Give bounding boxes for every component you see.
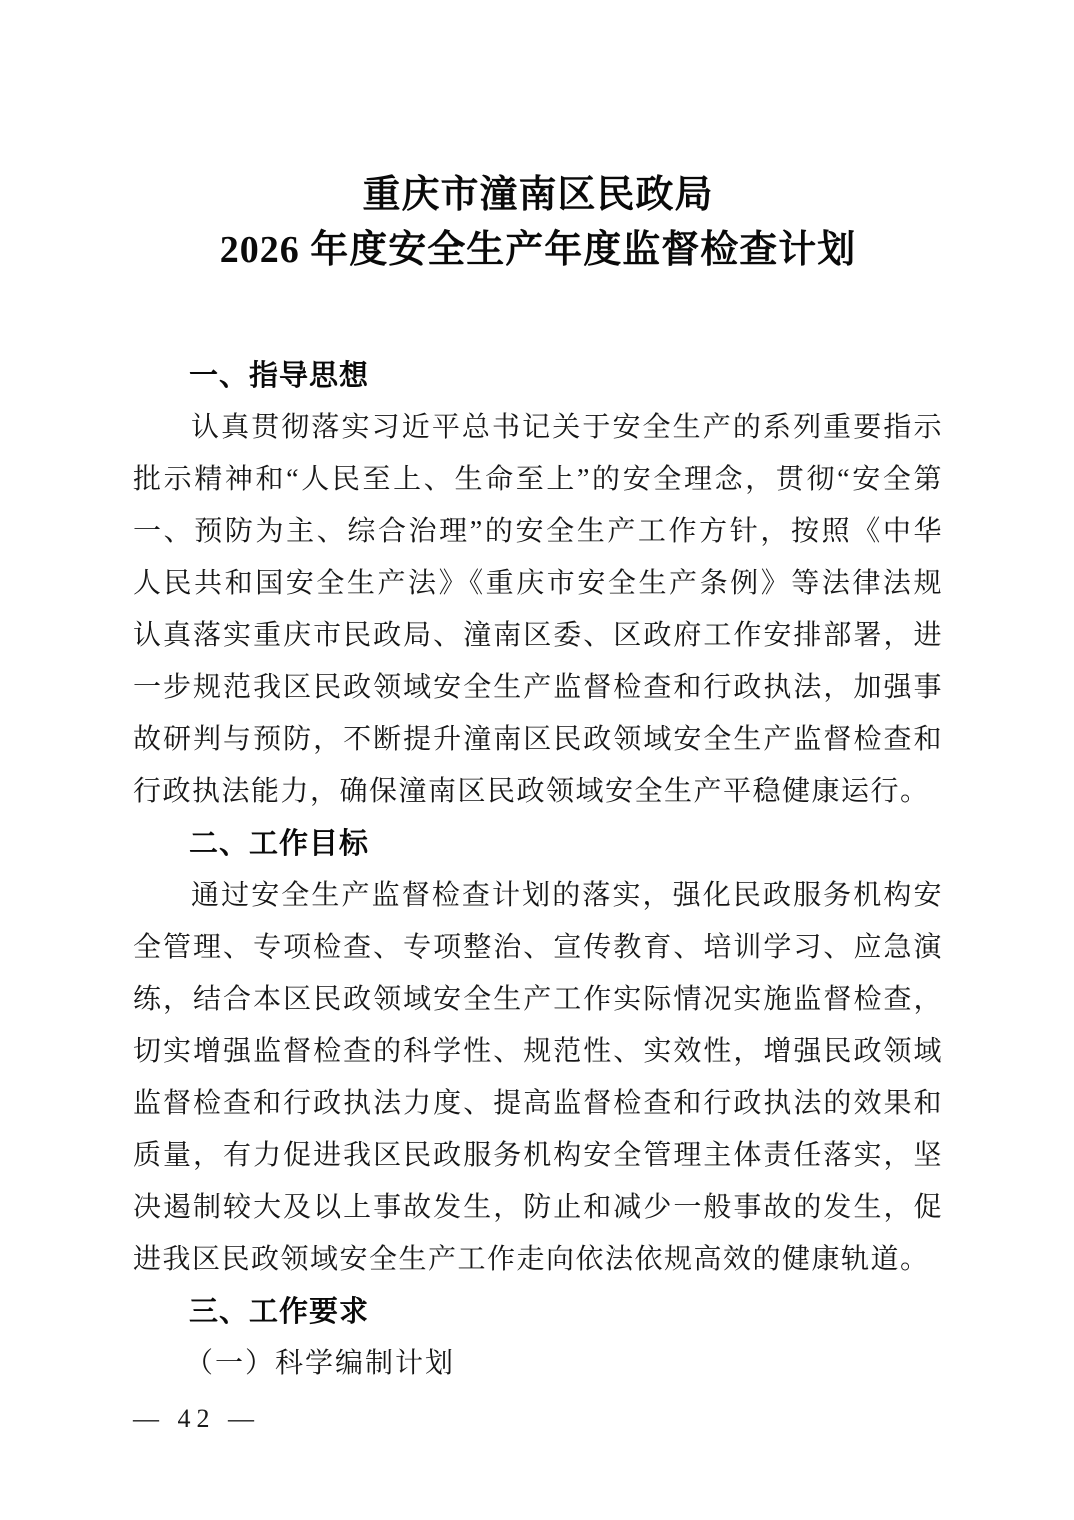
- subsection-heading-plan: （一）科学编制计划: [185, 1348, 456, 1379]
- section-guiding-ideology: [133, 350, 943, 818]
- section-heading-1: 一、指导思想: [189, 360, 370, 392]
- document-title-line-2: 2026 年度安全生产年度监督检查计划: [219, 229, 857, 271]
- section-work-goals: [133, 818, 943, 1286]
- document-title-line-1: 重庆市潼南区民政局: [362, 174, 714, 216]
- document-title: [133, 168, 943, 278]
- section-paragraph-2: 通过安全生产监督检查计划的落实，强化民政服务机构安全管理、专项检查、专项整治、宣传教育、培训学习、应急演练，结合本区民政领域安全生产工作实际情况实施监督检查，切实增强监督检查的科学性、规范性、实效性，增强民政领域监督检查和行政执法力度、提高监督检查和行政执法的效果和质量，有力促进我区民政服务机构安全管理主体责任落实，坚决遏制较大及以上事故发生，防止和减少一般事故的发生，促进我区民政领域安全生产工作走向依法依规高效的健康轨道。: [133, 880, 943, 1275]
- section-work-requirements: [133, 1286, 943, 1390]
- section-paragraph-1: 认真贯彻落实习近平总书记关于安全生产的系列重要指示批示精神和“人民至上、生命至上”的安全理念，贯彻“安全第一、预防为主、综合治理”的安全生产工作方针，按照《中华人民共和国安全生产法》《重庆市安全生产条例》等法律法规认真落实重庆市民政局、潼南区委、区政府工作安排部署，进一步规范我区民政领域安全生产监督检查和行政执法，加强事故研判与预防，不断提升潼南区民政领域安全生产监督检查和行政执法能力，确保潼南区民政领域安全生产平稳健康运行。: [133, 412, 943, 807]
- page-number: — 42 —: [133, 1404, 260, 1433]
- section-heading-2: 二、工作目标: [189, 828, 370, 860]
- section-heading-3: 三、工作要求: [189, 1296, 370, 1328]
